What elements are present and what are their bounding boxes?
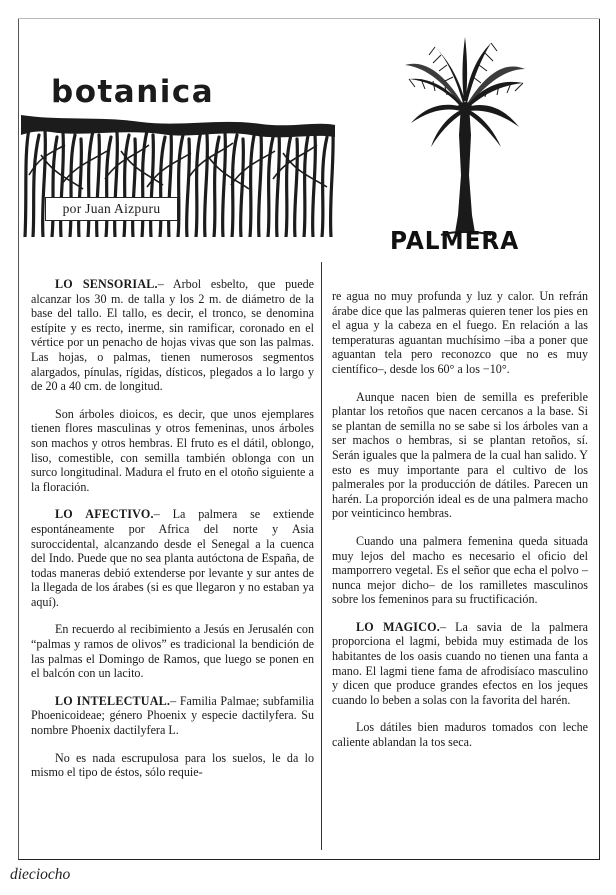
paragraph-text: No es nada escrupulosa para los suelos, le da lo mismo el tipo de éstos, sólo requie-	[31, 750, 314, 780]
paragraph-lead: LO MAGICO.	[356, 619, 440, 634]
page-number-label: dieciocho	[10, 866, 71, 883]
section-title: botanica	[51, 74, 215, 110]
paragraph-text: – Arbol esbelto, que puede alcanzar los 30 m. de talla y los 2 m. de diámetro de la base del tallo. El tallo, es decir, el tronco, se denomina estípite y es recto, inerme, sin ramificar, coronado en el vértice por un penacho de hojas vivas que son las palmas. Las hojas, o palmas, tienen numerosos segmentos alargados, pínulas, rígidas, dísticos, plegados a lo largo y de 20 a 40 cm. de longitud.	[31, 277, 314, 394]
article-paragraph	[31, 751, 314, 780]
article-paragraph	[332, 620, 588, 708]
paragraph-lead: LO SENSORIAL.	[55, 277, 158, 291]
paragraph-text: Los dátiles bien maduros tomados con leche caliente ablandan la tos seca.	[332, 720, 588, 750]
palm-tree-icon	[405, 35, 525, 240]
paragraph-lead: LO AFECTIVO.	[55, 507, 154, 522]
paragraph-text: – La palmera se extiende espontáneamente por Africa del norte y Asia suroccidental, alcanzando desde el Senegal a la cuenca del Indo. Puede que no sea planta autóctona de España, de todas maneras debió extenderse por levante y sur antes de la llegada de los árabes (si es que llegaron y no estaban ya aquí).	[31, 507, 314, 609]
paragraph-text: re agua no muy profunda y luz y calor. Un refrán árabe dice que las palmeras quieren tener los pies en el agua y la cabeza en el fuego. En relación a las temperaturas aguantan muchísimo –iba a poner que aguantan tela pero reconozco que no es muy científico–, desde los 60° a los −10°.	[332, 289, 588, 376]
article-paragraph	[31, 694, 314, 738]
paragraph-text: Son árboles dioicos, es decir, que unos ejemplares tienen flores masculinas y otros femeninas, unos árboles son machos y otros hembras. El fruto es el dátil, oblongo, liso, comestible, con semilla también oblonga con un surco longitudinal. Madura el fruto en el otoño siguiente a la floración.	[31, 406, 314, 494]
paragraph-lead: LO INTELECTUAL.	[55, 693, 171, 708]
column-divider	[321, 262, 322, 850]
article-paragraph	[31, 277, 314, 394]
article-paragraph	[332, 289, 588, 377]
article-paragraph	[332, 390, 588, 521]
article-paragraph	[31, 407, 314, 495]
top-rule	[18, 18, 600, 19]
paragraph-text: – Familia Palmae; subfamilia Phoenicoideae; género Phoenix y especie dactilyfera. Su nombre Phoenix dactilyfera L.	[31, 693, 314, 738]
paragraph-text: Aunque nacen bien de semilla es preferible plantar los retoños que nacen cercanos a la base. Si se plantan de semilla no se sabe si los árboles van a ser machos o hembras, si se plantan retoños, sí. Serán iguales que la palmera de la cual han salido. Y esto es muy importante para el cultivo de los palmerales por la producción de dátiles. Parecen un harén. La proporción ideal es de una palmera macho por veinticinco hembras.	[332, 389, 588, 521]
article-paragraph	[31, 507, 314, 609]
article-paragraph	[332, 534, 588, 607]
article-column-right	[332, 289, 588, 763]
paragraph-text: Cuando una palmera femenina queda situada muy lejos del macho es necesario el oficio del mamporrero vegetal. Es el señor que echa el polvo –nunca mejor dicho– de los ramilletes masculinos sobre los femeninos para su fructificación.	[332, 533, 588, 607]
subject-title: PALMERA	[390, 226, 520, 255]
byline: por Juan Aizpuru	[45, 197, 178, 221]
paragraph-text: En recuerdo al recibimiento a Jesús en Jerusalén con “palmas y ramos de olivos” es tradicional la bendición de las palmas el Domingo de Ramos, que luego se ponen en el balcón con un lacito.	[31, 622, 314, 681]
article-column-left	[31, 277, 314, 793]
paragraph-text: – La savia de la palmera proporciona el lagmi, bebida muy estimada de los habitantes de los oasis cuando no tienen una fanta a mano. El lagmi tiene fama de afrodisíaco masculino y dicen que produce grandes efectos en los jeques cuando lo beben a solas con la favorita del harén.	[332, 619, 588, 707]
article-paragraph	[31, 622, 314, 680]
article-paragraph	[332, 720, 588, 749]
